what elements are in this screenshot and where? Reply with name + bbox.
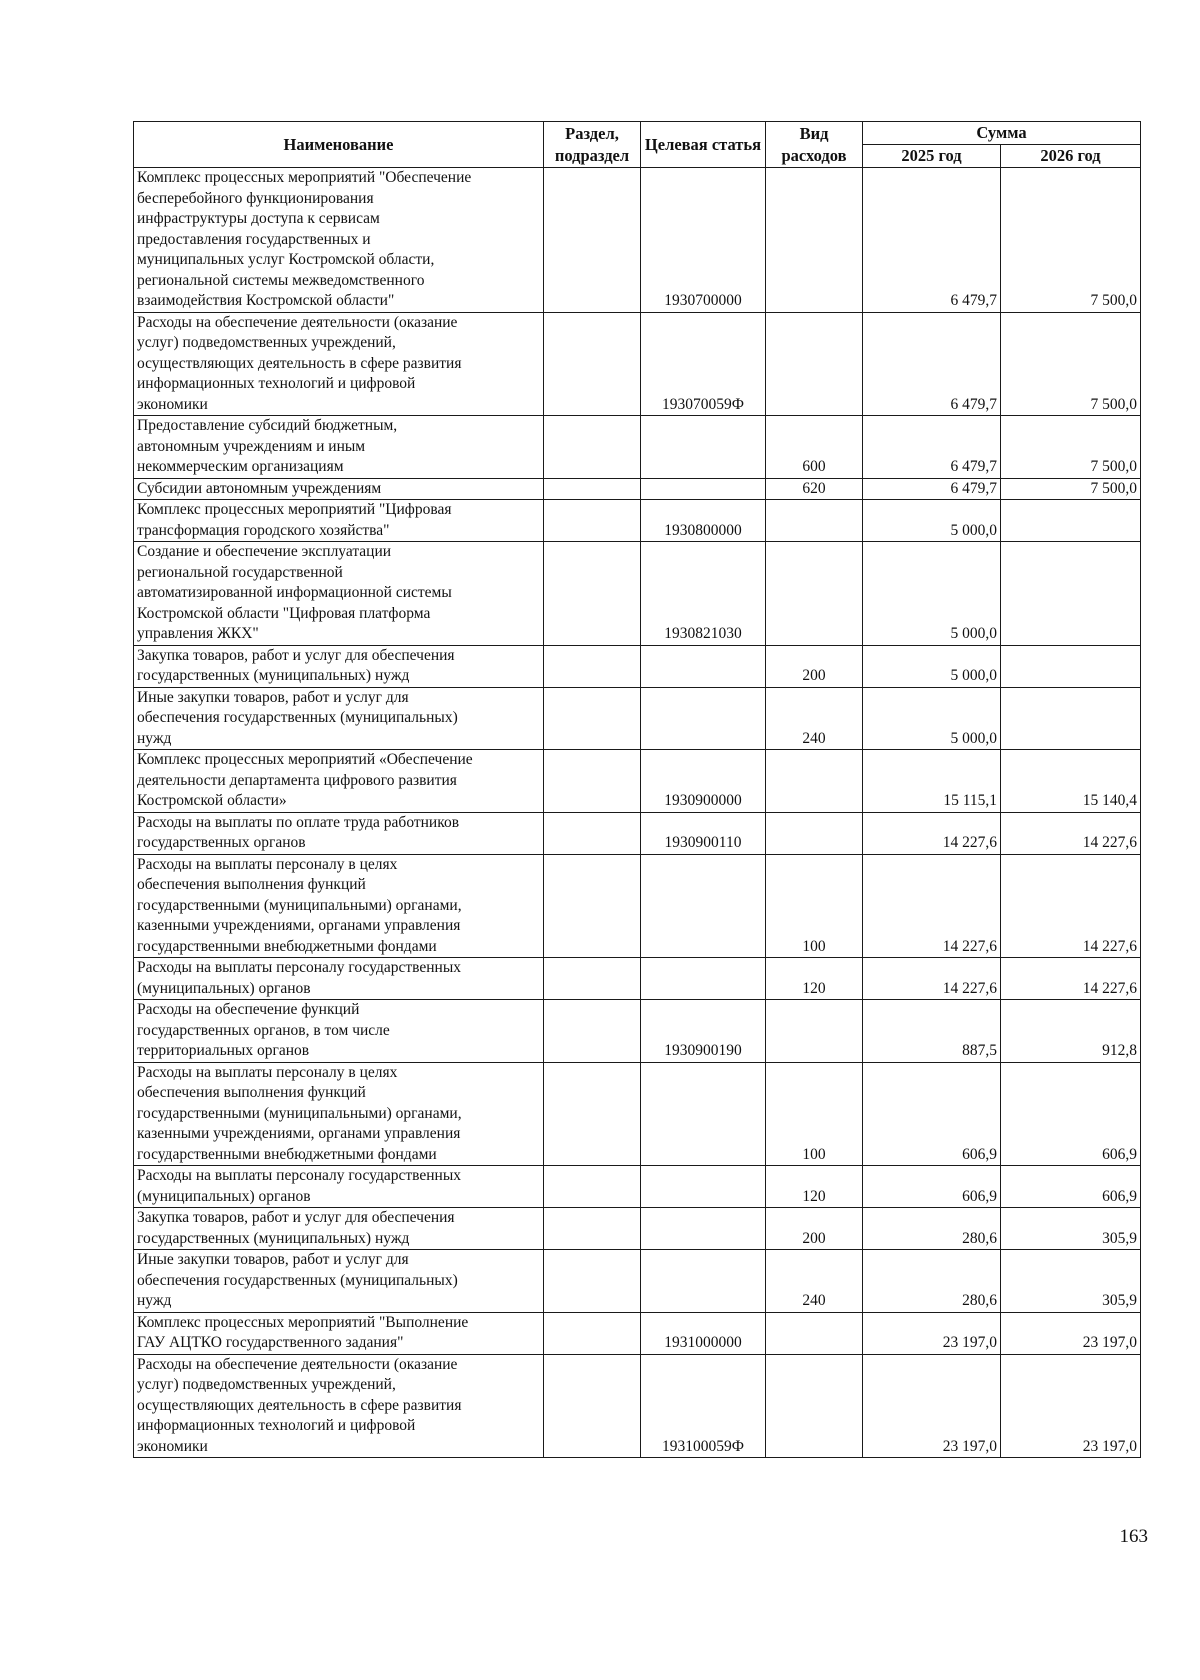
row-name-line: Расходы на выплаты по оплате труда работников xyxy=(137,813,460,831)
row-name xyxy=(134,812,544,854)
row-section xyxy=(544,750,641,813)
table-row xyxy=(134,687,1141,750)
header-kind: Вид расходов xyxy=(766,122,863,168)
row-name-line: услуг) подведомственных учреждений, xyxy=(137,334,396,351)
row-name xyxy=(134,312,544,416)
row-sum-2026: 305,9 xyxy=(1001,1208,1141,1250)
row-sum-2026: 7 500,0 xyxy=(1001,478,1141,500)
table-row xyxy=(134,542,1141,646)
row-target xyxy=(641,1250,766,1313)
row-sum-2026: 23 197,0 xyxy=(1001,1312,1141,1354)
row-name-line: Закупка товаров, работ и услуг для обеспечения xyxy=(137,646,455,664)
row-name-line: территориальных органов xyxy=(137,1042,310,1059)
row-name-line: некоммерческим организациям xyxy=(137,458,344,475)
row-name-line: Расходы на выплаты персоналу государственных xyxy=(137,959,461,976)
row-sum-2025: 5 000,0 xyxy=(863,645,1001,687)
table-row xyxy=(134,1250,1141,1313)
row-name-line: автоматизированной информационной системы xyxy=(137,584,452,601)
row-name-line: нужд xyxy=(137,1292,172,1309)
row-name-line: региональной государственной xyxy=(137,563,343,581)
row-sum-2025: 6 479,7 xyxy=(863,312,1001,416)
row-name-line: деятельности департамента цифрового развития xyxy=(137,771,457,789)
row-name xyxy=(134,168,544,313)
row-name xyxy=(134,478,544,500)
row-sum-2026: 912,8 xyxy=(1001,1000,1141,1063)
row-kind: 240 xyxy=(766,1250,863,1313)
row-section xyxy=(544,542,641,646)
row-target xyxy=(641,854,766,958)
row-name xyxy=(134,1312,544,1354)
row-sum-2025: 887,5 xyxy=(863,1000,1001,1063)
row-name-line: Комплекс процессных мероприятий "Обеспечение xyxy=(137,169,472,186)
row-sum-2026 xyxy=(1001,645,1141,687)
row-name-line: казенными учреждениями, органами управления xyxy=(137,1125,461,1142)
row-sum-2026 xyxy=(1001,687,1141,750)
row-sum-2025: 23 197,0 xyxy=(863,1354,1001,1458)
row-name xyxy=(134,645,544,687)
row-name-line: государственными внебюджетными фондами xyxy=(137,1145,437,1163)
row-name-line: Иные закупки товаров, работ и услуг для xyxy=(137,1251,409,1268)
row-target xyxy=(641,1062,766,1166)
row-name-line: (муниципальных) органов xyxy=(137,979,311,997)
budget-table xyxy=(133,121,1141,1458)
row-name xyxy=(134,750,544,813)
row-target: 1930700000 xyxy=(641,168,766,313)
row-sum-2025: 280,6 xyxy=(863,1250,1001,1313)
header-name: Наименование xyxy=(134,122,544,168)
row-target xyxy=(641,1166,766,1208)
row-name-line: Создание и обеспечение эксплуатации xyxy=(137,543,392,560)
row-sum-2026: 7 500,0 xyxy=(1001,312,1141,416)
row-name-line: Комплекс процессных мероприятий "Выполнение xyxy=(137,1313,469,1331)
table-row xyxy=(134,1062,1141,1166)
row-name-line: нужд xyxy=(137,729,172,747)
row-kind xyxy=(766,1000,863,1063)
table-row xyxy=(134,416,1141,479)
row-name-line: инфраструктуры доступа к сервисам xyxy=(137,210,380,227)
row-kind xyxy=(766,168,863,313)
row-section xyxy=(544,1062,641,1166)
row-name-line: государственных (муниципальных) нужд xyxy=(137,1229,410,1247)
row-section xyxy=(544,958,641,1000)
row-kind: 620 xyxy=(766,478,863,500)
row-name-line: (муниципальных) органов xyxy=(137,1187,311,1205)
row-sum-2026: 7 500,0 xyxy=(1001,168,1141,313)
table-row xyxy=(134,812,1141,854)
row-name-line: ГАУ АЦТКО государственного задания" xyxy=(137,1334,404,1351)
row-section xyxy=(544,1208,641,1250)
row-sum-2025: 6 479,7 xyxy=(863,168,1001,313)
row-target xyxy=(641,958,766,1000)
row-sum-2026: 606,9 xyxy=(1001,1166,1141,1208)
table-row xyxy=(134,1312,1141,1354)
row-section xyxy=(544,687,641,750)
row-name-line: трансформация городского хозяйства" xyxy=(137,521,390,539)
header-year-2026: 2026 год xyxy=(1001,145,1141,168)
row-kind xyxy=(766,1312,863,1354)
row-name-line: Расходы на обеспечение функций xyxy=(137,1001,360,1018)
row-name xyxy=(134,1354,544,1458)
row-name-line: информационных технологий и цифровой xyxy=(137,1417,416,1434)
row-target: 1930821030 xyxy=(641,542,766,646)
table-row xyxy=(134,1354,1141,1458)
row-name-line: муниципальных услуг Костромской области, xyxy=(137,251,435,268)
row-name-line: государственных (муниципальных) нужд xyxy=(137,667,410,684)
row-sum-2026 xyxy=(1001,500,1141,542)
row-sum-2025: 5 000,0 xyxy=(863,687,1001,750)
row-name-line: обеспечения государственных (муниципальных) xyxy=(137,1271,458,1289)
table-row xyxy=(134,645,1141,687)
row-name-line: обеспечения государственных (муниципальных) xyxy=(137,709,458,726)
row-name-line: Расходы на выплаты персоналу в целях xyxy=(137,855,398,873)
row-name-line: Комплекс процессных мероприятий "Цифровая xyxy=(137,501,452,518)
row-name-line: управления ЖКХ" xyxy=(137,625,259,642)
row-name xyxy=(134,500,544,542)
row-kind: 240 xyxy=(766,687,863,750)
table-row xyxy=(134,854,1141,958)
row-name xyxy=(134,1062,544,1166)
row-kind xyxy=(766,750,863,813)
row-section xyxy=(544,854,641,958)
row-name xyxy=(134,854,544,958)
table-row xyxy=(134,478,1141,500)
row-name-line: бесперебойного функционирования xyxy=(137,189,374,207)
row-name xyxy=(134,542,544,646)
row-target xyxy=(641,645,766,687)
row-name-line: казенными учреждениями, органами управления xyxy=(137,917,461,934)
row-section xyxy=(544,1166,641,1208)
row-sum-2026: 15 140,4 xyxy=(1001,750,1141,813)
row-name-line: услуг) подведомственных учреждений, xyxy=(137,1376,396,1393)
row-target xyxy=(641,1208,766,1250)
row-name-line: обеспечения выполнения функций xyxy=(137,1084,366,1101)
row-name xyxy=(134,958,544,1000)
row-name-line: информационных технологий и цифровой xyxy=(137,375,416,392)
row-name-line: обеспечения выполнения функций xyxy=(137,876,366,893)
row-section xyxy=(544,312,641,416)
row-section xyxy=(544,478,641,500)
row-name-line: Костромской области» xyxy=(137,792,287,809)
row-sum-2025: 606,9 xyxy=(863,1062,1001,1166)
row-name xyxy=(134,1250,544,1313)
row-name-line: Комплекс процессных мероприятий «Обеспечение xyxy=(137,751,473,768)
table-row xyxy=(134,1208,1141,1250)
row-sum-2025: 606,9 xyxy=(863,1166,1001,1208)
row-name-line: Иные закупки товаров, работ и услуг для xyxy=(137,688,409,706)
table-row xyxy=(134,312,1141,416)
row-section xyxy=(544,812,641,854)
row-section xyxy=(544,416,641,479)
row-name-line: Предоставление субсидий бюджетным, xyxy=(137,417,398,434)
row-sum-2026: 7 500,0 xyxy=(1001,416,1141,479)
table-row xyxy=(134,1166,1141,1208)
row-name xyxy=(134,687,544,750)
table-row xyxy=(134,958,1141,1000)
row-sum-2026 xyxy=(1001,542,1141,646)
row-sum-2025: 14 227,6 xyxy=(863,854,1001,958)
row-kind: 100 xyxy=(766,854,863,958)
row-kind: 120 xyxy=(766,1166,863,1208)
row-sum-2025: 5 000,0 xyxy=(863,542,1001,646)
row-target: 193100059Ф xyxy=(641,1354,766,1458)
row-name-line: государственных органов, в том числе xyxy=(137,1021,390,1039)
row-target xyxy=(641,478,766,500)
row-name-line: Закупка товаров, работ и услуг для обеспечения xyxy=(137,1209,455,1226)
row-kind xyxy=(766,312,863,416)
table-header xyxy=(134,122,1141,168)
header-target: Целевая статья xyxy=(641,122,766,168)
row-name-line: Расходы на обеспечение деятельности (оказание xyxy=(137,1355,458,1373)
row-sum-2025: 23 197,0 xyxy=(863,1312,1001,1354)
row-name-line: региональной системы межведомственного xyxy=(137,271,425,289)
header-year-2025: 2025 год xyxy=(863,145,1001,168)
page-number: 163 xyxy=(1119,1526,1148,1547)
row-target: 1930900000 xyxy=(641,750,766,813)
row-name xyxy=(134,1208,544,1250)
row-name-line: Костромской области "Цифровая платформа xyxy=(137,604,431,622)
row-sum-2026: 305,9 xyxy=(1001,1250,1141,1313)
row-kind xyxy=(766,1354,863,1458)
row-name-line: предоставления государственных и xyxy=(137,230,371,248)
row-target: 1930900110 xyxy=(641,812,766,854)
row-name-line: Субсидии автономным учреждениям xyxy=(137,479,382,497)
row-name-line: Расходы на выплаты персоналу в целях xyxy=(137,1063,398,1081)
row-target: 1930800000 xyxy=(641,500,766,542)
row-name-line: экономики xyxy=(137,395,208,413)
row-name-line: Расходы на обеспечение деятельности (оказание xyxy=(137,313,458,331)
row-target: 1931000000 xyxy=(641,1312,766,1354)
row-name-line: государственными (муниципальными) органами, xyxy=(137,1104,462,1122)
row-name-line: государственных органов xyxy=(137,834,306,851)
row-target xyxy=(641,687,766,750)
row-kind xyxy=(766,500,863,542)
row-target: 193070059Ф xyxy=(641,312,766,416)
row-sum-2025: 15 115,1 xyxy=(863,750,1001,813)
row-name xyxy=(134,1000,544,1063)
row-name-line: экономики xyxy=(137,1437,208,1455)
row-kind: 120 xyxy=(766,958,863,1000)
row-sum-2025: 14 227,6 xyxy=(863,812,1001,854)
row-name-line: государственными внебюджетными фондами xyxy=(137,937,437,955)
row-sum-2025: 5 000,0 xyxy=(863,500,1001,542)
row-sum-2026: 14 227,6 xyxy=(1001,812,1141,854)
row-section xyxy=(544,1000,641,1063)
row-kind xyxy=(766,542,863,646)
table-row xyxy=(134,750,1141,813)
table-row xyxy=(134,500,1141,542)
row-section xyxy=(544,1354,641,1458)
header-section: Раздел, подраздел xyxy=(544,122,641,168)
row-kind: 200 xyxy=(766,1208,863,1250)
row-name-line: взаимодействия Костромской области" xyxy=(137,292,395,309)
header-sum: Сумма xyxy=(863,122,1141,145)
row-sum-2025: 6 479,7 xyxy=(863,416,1001,479)
table-row xyxy=(134,1000,1141,1063)
row-section xyxy=(544,1250,641,1313)
row-kind: 100 xyxy=(766,1062,863,1166)
row-name-line: осуществляющих деятельность в сфере развития xyxy=(137,1396,462,1414)
row-name-line: осуществляющих деятельность в сфере развития xyxy=(137,354,462,372)
row-sum-2026: 606,9 xyxy=(1001,1062,1141,1166)
row-section xyxy=(544,500,641,542)
row-section xyxy=(544,645,641,687)
row-name-line: Расходы на выплаты персоналу государственных xyxy=(137,1167,461,1184)
table-row xyxy=(134,168,1141,313)
row-sum-2025: 14 227,6 xyxy=(863,958,1001,1000)
row-section xyxy=(544,1312,641,1354)
row-name xyxy=(134,1166,544,1208)
row-sum-2026: 14 227,6 xyxy=(1001,958,1141,1000)
row-kind xyxy=(766,812,863,854)
row-kind: 600 xyxy=(766,416,863,479)
row-name-line: автономным учреждениям и иным xyxy=(137,437,366,455)
row-target xyxy=(641,416,766,479)
row-section xyxy=(544,168,641,313)
row-sum-2025: 6 479,7 xyxy=(863,478,1001,500)
table-body xyxy=(134,168,1141,1458)
row-name-line: государственными (муниципальными) органами, xyxy=(137,896,462,914)
row-target: 1930900190 xyxy=(641,1000,766,1063)
row-sum-2026: 23 197,0 xyxy=(1001,1354,1141,1458)
row-kind: 200 xyxy=(766,645,863,687)
row-sum-2025: 280,6 xyxy=(863,1208,1001,1250)
row-sum-2026: 14 227,6 xyxy=(1001,854,1141,958)
row-name xyxy=(134,416,544,479)
